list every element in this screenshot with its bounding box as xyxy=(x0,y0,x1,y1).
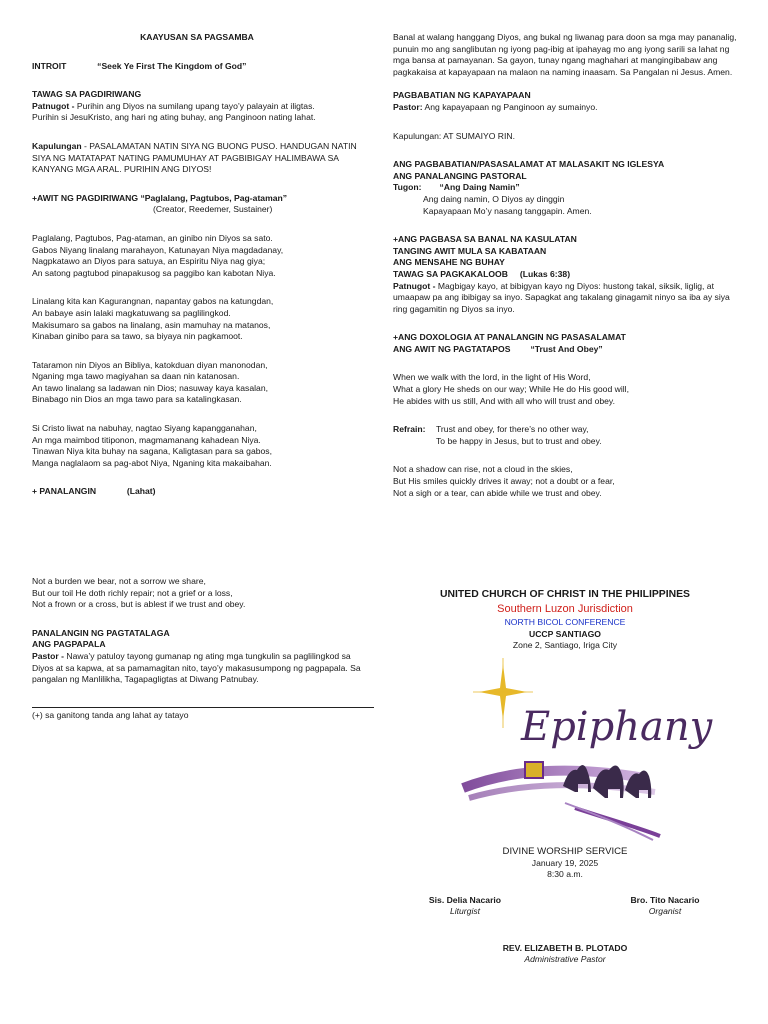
verse-line: Nganing mga tawo magiyahan sa daan nin katanosan. xyxy=(32,371,240,382)
call-leader-label: Patnugot - xyxy=(32,100,75,111)
doxology-heading: +ANG DOXOLOGIA AT PANALANGIN NG PASASALAMAT xyxy=(393,332,626,343)
hymn-verse xyxy=(32,360,372,406)
announcements-heading: ANG PAGBABATIAN/PASASALAMAT AT MALASAKIT NG IGLESYA xyxy=(393,159,665,170)
stanza-line: When we walk with the lord, in the light of His Word, xyxy=(393,372,591,383)
stanza-line: But our toil He doth richly repair; not a grief or a loss, xyxy=(32,587,233,598)
verse-line: Tinawan Niya kita buhay na sagana, Kaligtasan para sa gabos, xyxy=(32,446,272,457)
offertory-ref: (Lukas 6:38) xyxy=(519,268,571,279)
prayer-heading xyxy=(32,486,372,498)
liturgist xyxy=(390,895,540,918)
peace-people: Kapulungan: AT SUMAIYO RIN. xyxy=(393,130,515,141)
organist-name: Bro. Tito Nacario xyxy=(630,894,700,905)
opening-hymn-heading: +AWIT NG PAGDIRIWANG “Paglalang, Pagtubos, Pag-ataman” xyxy=(32,192,288,203)
jurisdiction: Southern Luzon Jurisdiction xyxy=(497,603,633,615)
verse-line: Tataramon nin Diyos an Bibliya, katokduan diyan manonodan, xyxy=(32,359,268,370)
hymn-verse xyxy=(32,296,372,342)
call-leader-text: Purihin ang Diyos na sumilang upang tayo’y palayain at iligtas. xyxy=(74,100,315,111)
offertory-heading xyxy=(393,269,738,281)
offertory-heading-text: TAWAG SA PAGKAKALOOB xyxy=(393,268,508,279)
order-of-worship-column xyxy=(32,32,372,498)
opening-hymn-subtitle: (Creator, Reedemer, Sustainer) xyxy=(153,204,273,215)
closing-hymn-label: ANG AWIT NG PAGTATAPOS xyxy=(393,343,511,354)
response-label: Tugon: xyxy=(393,182,422,193)
verse-line: An satong pagtubod pinapakusog sa paggibo kan kabotan Niya. xyxy=(32,267,276,278)
church-name: UNITED CHURCH OF CHRIST IN THE PHILIPPINES xyxy=(440,589,690,600)
hymn-stanza xyxy=(32,576,374,611)
call-leader xyxy=(32,101,372,113)
refrain-line: To be happy in Jesus, but to trust and obey. xyxy=(436,435,602,446)
organist-role: Organist xyxy=(648,906,682,917)
response-lyric: Kapayapaan Mo’y nasang tanggapin. Amen. xyxy=(423,205,592,216)
pastor-role: Administrative Pastor xyxy=(524,954,606,965)
peace-pastor xyxy=(393,102,738,114)
verse-line: An babaye asin lalaki magkatuwang sa paglilingkod. xyxy=(32,307,231,318)
message-heading: ANG MENSAHE NG BUHAY xyxy=(393,257,505,268)
hymn-stanza xyxy=(393,464,738,499)
church-address: Zone 2, Santiago, Iriga City xyxy=(512,640,618,651)
introit-title: “Seek Ye First The Kingdom of God” xyxy=(97,60,247,71)
prayer-sub: (Lahat) xyxy=(126,486,156,497)
hymn-verse xyxy=(32,233,372,279)
refrain-text: Trust and obey, for there’s no other way, xyxy=(436,424,589,435)
local-church: UCCP SANTIAGO xyxy=(529,628,601,639)
peace-pastor-text: Ang kapayapaan ng Panginoon ay sumainyo. xyxy=(422,101,598,112)
pastor-name: REV. ELIZABETH B. PLOTADO xyxy=(502,942,628,953)
closing-hymn-title: “Trust And Obey” xyxy=(530,343,603,354)
offertory-call xyxy=(393,281,738,316)
epiphany-logo-icon xyxy=(455,658,713,843)
call-people-label: Kapulungan xyxy=(32,140,82,151)
response-title: “Ang Daing Namin” xyxy=(439,182,520,193)
stanza-line: Not a sigh or a tear, can abide while we trust and obey. xyxy=(393,487,602,498)
pastor-block xyxy=(390,943,740,966)
liturgist-role: Liturgist xyxy=(449,906,481,917)
stanza-line: He abides with us still, And with all who will trust and obey. xyxy=(393,395,615,406)
service-time: 8:30 a.m. xyxy=(547,869,583,880)
gift-icon xyxy=(525,762,543,778)
closing-hymn-heading xyxy=(393,344,738,356)
verse-line: Kinaban ginibo para sa tawo, sa biyaya nin pagkamoot. xyxy=(32,331,243,342)
call-heading: TAWAG SA PAGDIRIWANG xyxy=(32,89,142,100)
peace-heading: PAGBABATIAN NG KAPAYAPAAN xyxy=(393,90,531,101)
program-heading: KAAYUSAN SA PAGSAMBA xyxy=(140,32,254,42)
stanza-line: Not a frown or a cross, but is ablest if we trust and obey. xyxy=(32,599,246,610)
service-date: January 19, 2025 xyxy=(531,857,599,868)
response-lyric: Ang daing namin, O Diyos ay dinggin xyxy=(423,193,565,204)
verse-line: Binabago nin Dios an mga tawo para sa katalingkasan. xyxy=(32,394,242,405)
stanza-line: Not a shadow can rise, not a cloud in the skies, xyxy=(393,464,573,475)
verse-line: Nagpkatawo an Diyos para satuya, an Espiritu Niya nag giya; xyxy=(32,256,266,267)
footnote: (+) sa ganitong tanda ang lahat ay tatayo xyxy=(32,709,189,720)
dedication-heading: PANALANGIN NG PAGTATALAGA xyxy=(32,627,170,638)
logo-wordmark: Epiphany xyxy=(521,703,713,750)
pastoral-prayer-heading: ANG PANALANGING PASTORAL xyxy=(393,170,527,181)
scripture-heading: +ANG PAGBASA SA BANAL NA KASULATAN xyxy=(393,234,577,245)
call-people xyxy=(32,141,372,176)
introit-label: INTROIT xyxy=(32,60,67,71)
verse-line: Si Cristo liwat na nabuhay, nagtao Siyang kapangganahan, xyxy=(32,423,257,434)
call-leader-line2: Purihin si JesuKristo, ang hari ng ating buhay, ang Panginoon nating lahat. xyxy=(32,112,316,123)
benediction-text xyxy=(32,651,374,686)
refrain-label: Refrain: xyxy=(393,424,426,435)
response-line xyxy=(393,182,738,194)
conference: NORTH BICOL CONFERENCE xyxy=(504,617,626,627)
offertory-text: Magbigay kayo, at bibigyan kayo ng Diyos: hustong takal, siksik, liglig, at umaapaw pa ang ibibigay sa inyo. Sapagkat ang takalang ginagamit ninyo sa iba ay siya ring gagamitin ng Diyos sa inyo. xyxy=(393,280,730,314)
call-people-text: - PASALAMATAN NATIN SIYA NG BUONG PUSO. HANDUGAN NATIN SIYA NG MATATAPAT NATING PAMUMUHAY AT PAGBIBIGAY HALIMBAWA SA KANYANG MGA ARAL. PURIHIN ANG DIYOS! xyxy=(32,140,357,175)
footnote-divider xyxy=(32,707,374,708)
verse-line: Linalang kita kan Kagurangnan, napantay gabos na katungdan, xyxy=(32,296,274,307)
stanza-line: What a glory He sheds on our way; While He do His good will, xyxy=(393,384,629,395)
youth-song-heading: TANGING AWIT MULA SA KABATAAN xyxy=(393,245,547,256)
peace-pastor-label: Pastor: xyxy=(393,101,423,112)
hymn-verse xyxy=(32,423,372,469)
benediction-body: Nawa’y patuloy tayong gumanap ng ating mga tungkulin sa paglilingkod sa Diyos at sa kapwa, at sa pamamagitan nito, tayo’y makasusumpong ng pagpapala. Sa pangalan ng Manlilikha, Tagapagligtas at Diwang Patnubay. xyxy=(32,650,361,685)
introit-line xyxy=(32,61,372,73)
organist xyxy=(590,895,740,918)
benediction-label: Pastor - xyxy=(32,650,64,661)
stanza-line: But His smiles quickly drives it away; not a doubt or a fear, xyxy=(393,476,615,487)
verse-line: An tawo linalang sa ladawan nin Dios; nasuway kaya kasalan, xyxy=(32,382,268,393)
service-title: DIVINE WORSHIP SERVICE xyxy=(502,845,628,857)
verse-line: Gabos Niyang linalang marahayon, Katunayan Niya magdadanay, xyxy=(32,244,284,255)
verse-line: Paglalang, Pagtubos, Pag-ataman, an ginibo nin Diyos sa sato. xyxy=(32,232,273,243)
prayer-label: + PANALANGIN xyxy=(32,486,97,497)
liturgist-name: Sis. Delia Nacario xyxy=(428,894,502,905)
verse-line: Makisumaro sa gabos na linalang, asin mamuhay na matanos, xyxy=(32,319,271,330)
verse-line: Manga naglalaom sa pag-abot Niya, Nganing kita makaibahan. xyxy=(32,457,272,468)
magi-camels-icon xyxy=(563,765,651,798)
service-officers xyxy=(390,895,740,931)
stanza-line: Not a burden we bear, not a sorrow we share, xyxy=(32,576,206,586)
order-of-worship-column-2 xyxy=(393,32,738,499)
benediction-heading: ANG PAGPAPALA xyxy=(32,639,106,650)
hymn-stanza xyxy=(393,372,738,407)
opening-prayer-text: Banal at walang hanggang Diyos, ang bukal ng liwanag para doon sa mga may pananalig, punuin mo ang sanglibutan ng iyong pag-ibig at ipahayag mo ang iyong sarili sa lahat ng mga bansa at pamayanan. Sa gayon, tunay ngang maghahari at mangingibabaw ang pagkakaisa at kapayapaan na malaon na naming inaasam. Sa Pangalan ni Jesus. Amen. xyxy=(393,32,737,77)
verse-line: An mga maimbod titiponon, magmamanang kahadean Niya. xyxy=(32,434,261,445)
offertory-label: Patnugot - xyxy=(393,280,436,291)
bulletin-cover xyxy=(390,588,740,966)
benediction-column xyxy=(32,576,374,721)
refrain-line xyxy=(393,424,738,436)
